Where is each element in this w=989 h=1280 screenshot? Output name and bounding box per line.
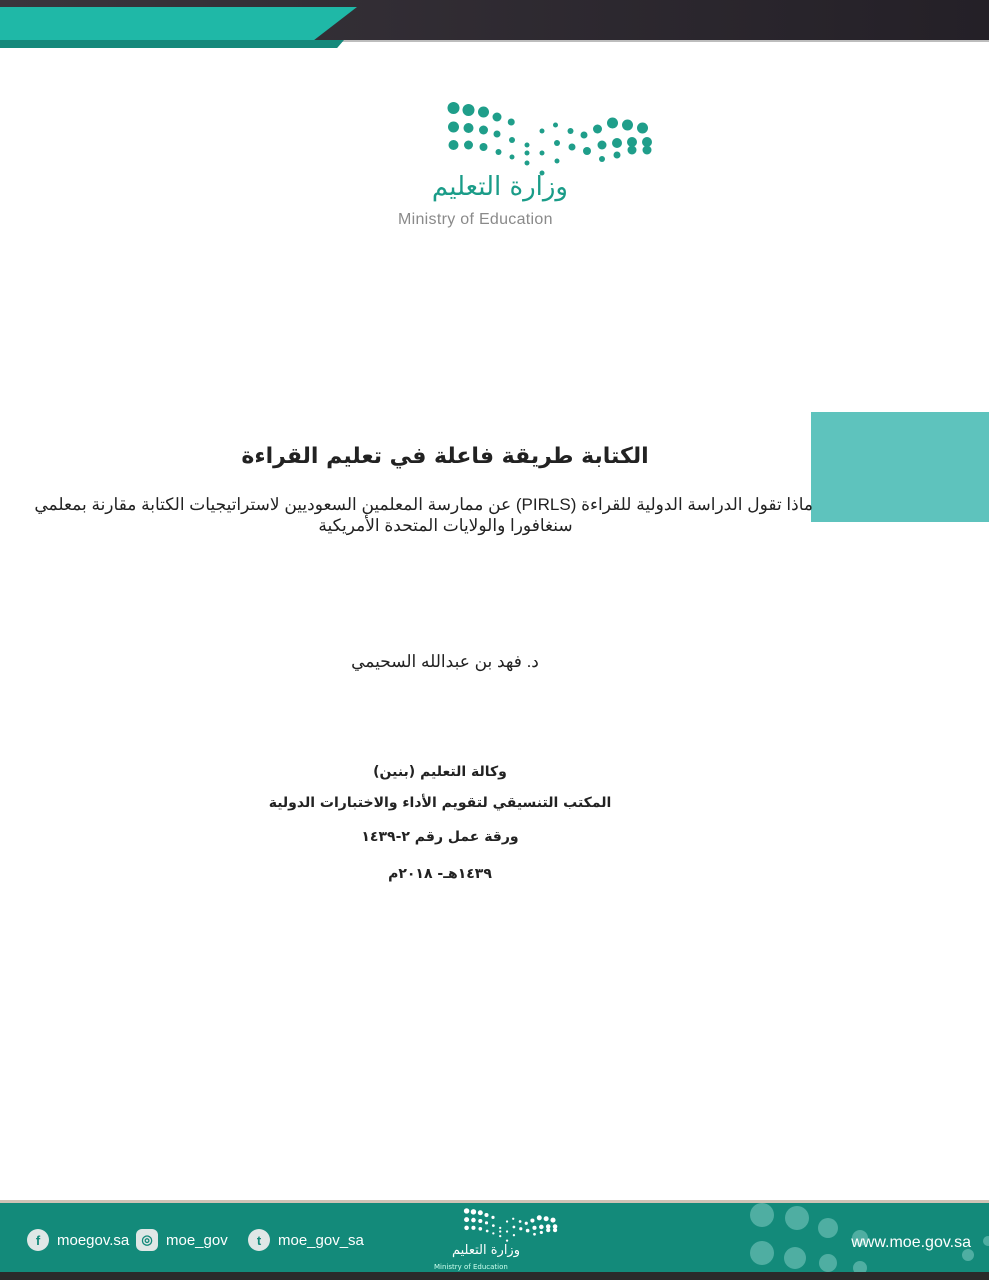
logo-dot xyxy=(519,1227,522,1230)
website-link[interactable]: www.moe.gov.sa xyxy=(851,1234,971,1251)
social-instagram[interactable] xyxy=(136,1229,228,1251)
logo-dot xyxy=(539,1225,544,1230)
footer-logo-dots xyxy=(432,1205,562,1269)
logo-dot xyxy=(622,120,633,131)
facebook-handle[interactable]: moegov.sa xyxy=(57,1231,130,1249)
logo-dot xyxy=(485,1221,488,1224)
logo-dot xyxy=(537,1215,542,1220)
logo-dot xyxy=(637,123,648,134)
header-accent-shadow xyxy=(0,40,344,48)
logo-dot xyxy=(471,1226,475,1230)
footer-bottom-strip xyxy=(0,1272,989,1280)
logo-dot xyxy=(448,102,460,114)
logo-dot xyxy=(525,143,530,148)
logo-dot xyxy=(496,149,502,155)
logo-dot xyxy=(510,155,515,160)
logo-dot xyxy=(509,137,515,143)
logo-dot xyxy=(519,1220,522,1223)
agency-name: وكالة التعليم (بنين) xyxy=(373,764,507,780)
logo-dot xyxy=(550,1218,555,1223)
logo-dot xyxy=(546,1224,551,1229)
logo-dot xyxy=(533,1233,536,1236)
logo-dot xyxy=(486,1230,489,1233)
logo-dot xyxy=(612,138,622,148)
logo-dot xyxy=(526,1229,530,1233)
logo-dot xyxy=(448,122,459,133)
logo-dot xyxy=(471,1209,476,1214)
logo-dot xyxy=(540,1231,543,1234)
logo-dot xyxy=(478,1219,482,1223)
logo-dot xyxy=(598,141,607,150)
logo-dot xyxy=(525,1222,528,1225)
social-twitter[interactable] xyxy=(248,1229,364,1251)
subtitle-line-1: ماذا تقول الدراسة الدولية للقراءة (PIRLS) عن ممارسة المعلمين السعوديين لاستراتيجيات الكتابة مقارنة بمعلمي xyxy=(34,495,813,514)
logo-dot xyxy=(493,113,502,122)
logo-dot xyxy=(506,1230,508,1232)
logo-dot xyxy=(513,1234,515,1236)
logo-dot xyxy=(540,129,545,134)
logo-dot xyxy=(525,151,530,156)
logo-dot xyxy=(464,1226,469,1231)
logo-dot xyxy=(449,140,459,150)
logo-dot xyxy=(464,141,473,150)
logo-dot xyxy=(506,1240,508,1242)
logo-dot xyxy=(583,147,591,155)
logo-dot xyxy=(506,1220,508,1222)
author-name: د. فهد بن عبدالله السحيمي xyxy=(351,652,539,671)
logo-dot xyxy=(599,156,605,162)
logo-dot xyxy=(540,151,545,156)
logo-dot xyxy=(479,126,488,135)
logo-dot xyxy=(553,1224,558,1229)
logo-dot xyxy=(554,140,560,146)
logo-dot xyxy=(607,118,618,129)
instagram-handle[interactable]: moe_gov xyxy=(166,1231,228,1249)
document-date: ١٤٣٩هـ- ٢٠١٨م xyxy=(388,866,492,882)
logo-dot xyxy=(555,159,560,164)
logo-dot xyxy=(464,123,474,133)
logo-dot xyxy=(530,1218,534,1222)
logo-dot xyxy=(568,128,574,134)
logo-arabic-text: وزارة التعليم xyxy=(431,172,568,202)
logo-english-text: Ministry of Education xyxy=(398,211,553,228)
logo-dot xyxy=(532,1226,536,1230)
logo-dot xyxy=(553,1228,557,1232)
logo-dot xyxy=(491,1216,494,1219)
logo-dot xyxy=(492,1224,495,1227)
logo-dot xyxy=(508,119,515,126)
subtitle-line-2: سنغافورا والولايات المتحدة الأمريكية xyxy=(318,516,573,535)
logo-dot xyxy=(499,1227,501,1229)
logo-dot xyxy=(643,146,652,155)
paper-number: ورقة عمل رقم ٢-١٤٣٩ xyxy=(361,829,519,845)
social-facebook[interactable] xyxy=(27,1229,129,1251)
logo-dot xyxy=(614,152,621,159)
logo-dot xyxy=(480,143,488,151)
logo-dot xyxy=(463,104,475,116)
logo-dot xyxy=(593,125,602,134)
office-name: المكتب التنسيقي لتقويم الأداء والاختبارات الدولية xyxy=(268,795,612,811)
logo-dot xyxy=(628,146,637,155)
footer-logo-english: Ministry of Education xyxy=(434,1263,508,1271)
document-title: الكتابة طريقة فاعلة في تعليم القراءة xyxy=(241,444,649,469)
logo-dot xyxy=(513,1226,516,1229)
logo-dot xyxy=(492,1232,494,1234)
logo-dot xyxy=(478,1227,482,1231)
logo-dot xyxy=(544,1216,549,1221)
logo-dot xyxy=(478,1210,483,1215)
twitter-icon: t xyxy=(248,1229,270,1251)
instagram-icon: ◎ xyxy=(136,1229,158,1251)
logo-dot xyxy=(499,1230,501,1232)
logo-dot xyxy=(484,1213,488,1217)
logo-dot xyxy=(546,1228,550,1232)
logo-dot xyxy=(581,132,588,139)
logo-dot xyxy=(553,123,558,128)
logo-dot xyxy=(478,107,489,118)
logo-dot xyxy=(464,1217,469,1222)
logo-dot xyxy=(464,1208,469,1213)
logo-dot xyxy=(499,1235,501,1237)
facebook-icon: f xyxy=(27,1229,49,1251)
twitter-handle[interactable]: moe_gov_sa xyxy=(278,1231,364,1249)
logo-dot xyxy=(569,144,576,151)
logo-dot xyxy=(494,131,501,138)
logo-dot xyxy=(512,1218,514,1220)
logo-dot xyxy=(525,161,530,166)
header-accent xyxy=(0,7,357,40)
document-subtitle xyxy=(34,494,813,536)
logo-dot xyxy=(471,1218,476,1223)
footer-logo-arabic: وزارة التعليم xyxy=(451,1243,520,1258)
